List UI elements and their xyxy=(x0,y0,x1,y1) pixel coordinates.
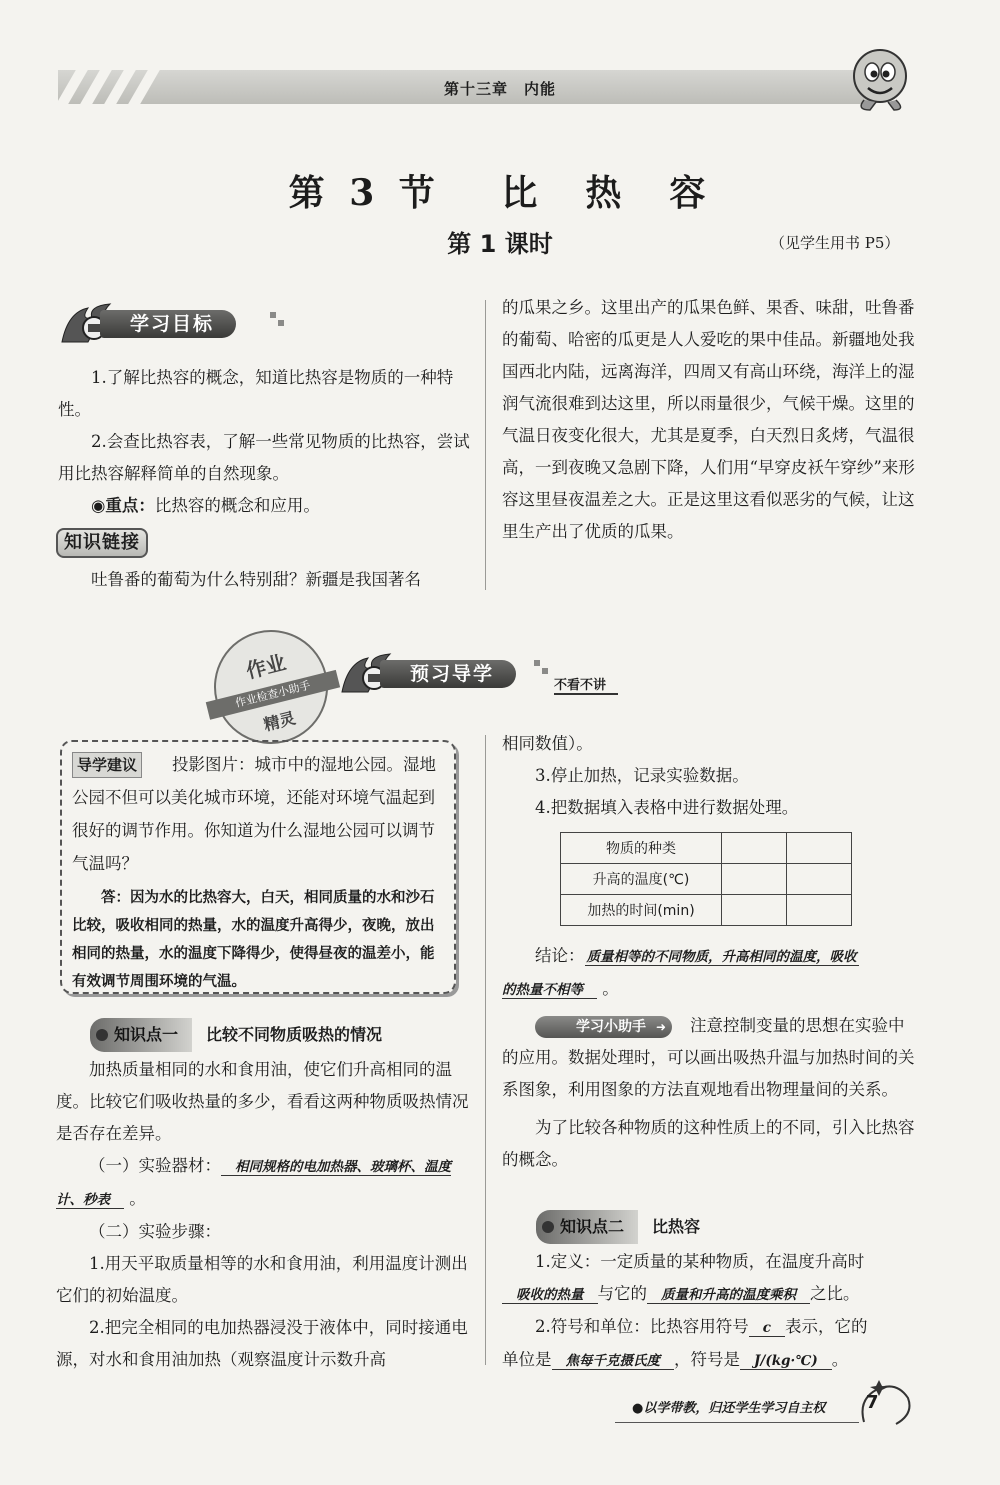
stamp-line-2: 作业检查小助手 xyxy=(206,670,340,720)
kp1-step-2: 2.把完全相同的电加热器浸没于液体中，同时接通电源，对水和食用油加热（观察温度计示数升高 xyxy=(56,1318,468,1369)
footer-slogan: ●以学带教，归还学生学习自主权 xyxy=(632,1401,826,1416)
kp1-title: 比较不同物质吸热的情况 xyxy=(206,1025,383,1044)
table-cell[interactable] xyxy=(787,895,852,926)
homework-stamp xyxy=(202,618,340,756)
preview-subtitle: 不看不讲 xyxy=(554,674,618,695)
knowledge-link-text-left: 吐鲁番的葡萄为什么特别甜？新疆是我国著名 xyxy=(91,570,421,589)
helper-label-tag xyxy=(535,1016,672,1038)
kp1-label-bar xyxy=(90,1018,192,1052)
symbol-mid: 表示，它的 xyxy=(784,1317,868,1336)
helper-text-block xyxy=(502,1010,916,1106)
preview-badge: 预习导学 xyxy=(380,660,516,688)
kp2-symbol-line xyxy=(502,1311,916,1344)
bullet-icon xyxy=(96,1029,108,1041)
guide-label: 导学建议 xyxy=(72,752,142,778)
kp1-steps-label: （二）实验步骤： xyxy=(89,1222,221,1241)
helper-label: 学习小助手 xyxy=(576,1019,646,1035)
key-point xyxy=(58,490,470,522)
knowledge-link-heading xyxy=(56,528,148,558)
steps-continued xyxy=(502,728,916,824)
equipment-label: （一）实验器材： xyxy=(89,1156,221,1175)
table-row xyxy=(561,895,852,926)
arrow-right-icon: ➜ xyxy=(655,1020,666,1034)
unit-symbol-answer: J/(kg·℃) xyxy=(740,1353,832,1370)
table-row-header: 物质的种类 xyxy=(561,833,722,864)
page-curl-icon xyxy=(856,1378,914,1428)
unit-pre: 单位是 xyxy=(502,1350,552,1369)
table-cell[interactable] xyxy=(722,833,787,864)
objective-item-2: 2.会查比热容表，了解一些常见物质的比热容，尝试用比热容解释简单的自然现象。 xyxy=(58,432,470,483)
symbol-pre: 2.符号和单位：比热容用符号 xyxy=(535,1317,749,1336)
table-cell[interactable] xyxy=(787,864,852,895)
key-point-text: 比热容的概念和应用。 xyxy=(154,496,320,515)
kp2-label: 知识点二 xyxy=(560,1217,625,1236)
objectives-badge: 学习目标 xyxy=(100,310,236,338)
conclusion-answer-1: 质量相等的不同物质，升高相同的温度，吸收 xyxy=(586,949,857,965)
section-title: 第 3 节 比 热 容 xyxy=(288,172,712,214)
knowledge-link-left xyxy=(58,564,470,596)
unit-mid: ，符号是 xyxy=(674,1350,740,1369)
kp2-label-bar xyxy=(536,1210,638,1244)
objectives-list xyxy=(58,362,470,522)
unit-end: 。 xyxy=(831,1350,849,1369)
guide-text-block xyxy=(72,748,446,880)
page-number: 7 xyxy=(866,1392,879,1413)
kp1-content xyxy=(56,1054,470,1376)
def-mid: 与它的 xyxy=(597,1284,647,1303)
preview-heading xyxy=(338,652,638,696)
conclusion xyxy=(502,940,916,1006)
def-answer-1: 吸收的热量 xyxy=(502,1287,598,1304)
table-row-header: 加热的时间(min) xyxy=(561,895,722,926)
table-cell[interactable] xyxy=(787,833,852,864)
equipment-answer: 相同规格的电加热器、玻璃杯、温度计、秒表 xyxy=(56,1159,451,1208)
pixel-deco xyxy=(270,312,276,318)
objectives-heading xyxy=(58,302,358,346)
helper-text: 注意控制变量的思想在实验中的应用。数据处理时，可以画出吸热升温与加热时间的关系图象，利用图象的方法直观地看出物理量间的关系。 xyxy=(502,1016,915,1099)
stamp-line-3: 精灵 xyxy=(261,708,298,735)
conclusion-line-1 xyxy=(502,940,916,973)
table-row xyxy=(561,833,852,864)
stamp-line-1: 作业 xyxy=(243,650,289,684)
conclusion-end: 。 xyxy=(602,979,619,998)
kp1-step-4: 4.把数据填入表格中进行数据处理。 xyxy=(535,798,799,817)
kp1-intro: 加热质量相同的水和食用油，使它们升高相同的温度。比较它们吸收热量的多少，看看这两种物质吸热情况是否存在差异。 xyxy=(56,1060,469,1143)
kp2-unit-line xyxy=(502,1344,916,1377)
symbol-answer: c xyxy=(749,1320,785,1337)
book-reference: （见学生用书 P5） xyxy=(770,234,900,252)
kp1-equipment: （一）实验器材： 相同规格的电加热器、玻璃杯、温度计、秒表 。 xyxy=(56,1156,451,1208)
guide-answer: 答：因为水的比热容大，白天，相同质量的水和沙石比较，吸收相同的热量，水的温度升高得少，夜晚，放出相同的热量，水的温度下降得少，使得昼夜的温差小，能有效调节周围环境的气温。 xyxy=(72,889,435,990)
footer-line xyxy=(615,1422,859,1423)
table-cell[interactable] xyxy=(722,895,787,926)
lesson-title: 第 1 课时 xyxy=(447,230,553,258)
kp1-step-2-cont: 相同数值）。 xyxy=(502,734,593,753)
chapter-title: 第十三章 内能 xyxy=(443,80,556,98)
guide-box xyxy=(60,740,456,994)
kp1-label: 知识点一 xyxy=(114,1025,179,1044)
knowledge-link-badge: 知识链接 xyxy=(56,528,148,558)
objective-item-1: 1.了解比热容的概念，知道比热容是物质的一种特性。 xyxy=(58,368,454,419)
def-answer-2: 质量和升高的温度乘积 xyxy=(647,1287,810,1304)
table-row-header: 升高的温度(℃) xyxy=(561,864,722,895)
kp1-heading xyxy=(90,1018,382,1052)
table-row xyxy=(561,864,852,895)
table-cell[interactable] xyxy=(722,864,787,895)
column-divider xyxy=(485,735,486,1365)
knowledge-link-text-right: 的瓜果之乡。这里出产的瓜果色鲜、果香、味甜，吐鲁番的葡萄、哈密的瓜更是人人爱吃的果中佳品。新疆地处我国西北内陆，远离海洋，四周又有高山环绕，海洋上的湿润气流很难到达这里，所以雨量很少，气候干燥。这里的气温日夜变化很大，尤其是夏季，白天烈日炙烤，气温很高，一到夜晚又急剧下降，人们用“早穿皮袄午穿纱”来形容这里昼夜温差之大。正是这里这看似恶劣的气候，让这里生产出了优质的瓜果。 xyxy=(502,298,915,541)
kp2-heading xyxy=(536,1210,700,1244)
guide-text: 投影图片：城市中的湿地公园。湿地公园不但可以美化城市环境，还能对环境气温起到很好的调节作用。你知道为什么湿地公园可以调节气温吗？ xyxy=(72,755,437,873)
kp2-def-line-2 xyxy=(502,1278,916,1311)
def-end: 之比。 xyxy=(810,1284,860,1303)
column-divider xyxy=(485,300,486,590)
conclusion-label: 结论： xyxy=(535,946,585,965)
data-table xyxy=(560,832,852,926)
pixel-deco xyxy=(542,668,548,674)
unit-answer: 焦每千克摄氏度 xyxy=(552,1353,675,1370)
mascot-icon xyxy=(846,44,916,114)
knowledge-link-right xyxy=(502,292,916,548)
conclusion-line-2 xyxy=(502,973,916,1006)
pixel-deco xyxy=(534,660,540,666)
kp2-content xyxy=(502,1246,916,1377)
key-point-label: ◉重点： xyxy=(91,496,155,515)
bullet-icon xyxy=(542,1221,554,1233)
intro-specific-heat: 为了比较各种物质的这种性质上的不同，引入比热容的概念。 xyxy=(502,1118,915,1169)
kp1-step-1: 1.用天平取质量相等的水和食用油，利用温度计测出它们的初始温度。 xyxy=(56,1254,468,1305)
kp2-title: 比热容 xyxy=(652,1217,701,1236)
pixel-deco xyxy=(278,320,284,326)
helper-block xyxy=(502,1010,916,1176)
kp2-def-line-1: 1.定义：一定质量的某种物质，在温度升高时 xyxy=(535,1252,865,1271)
kp1-step-3: 3.停止加热，记录实验数据。 xyxy=(535,766,749,785)
conclusion-answer-2: 的热量不相等 xyxy=(502,982,597,999)
